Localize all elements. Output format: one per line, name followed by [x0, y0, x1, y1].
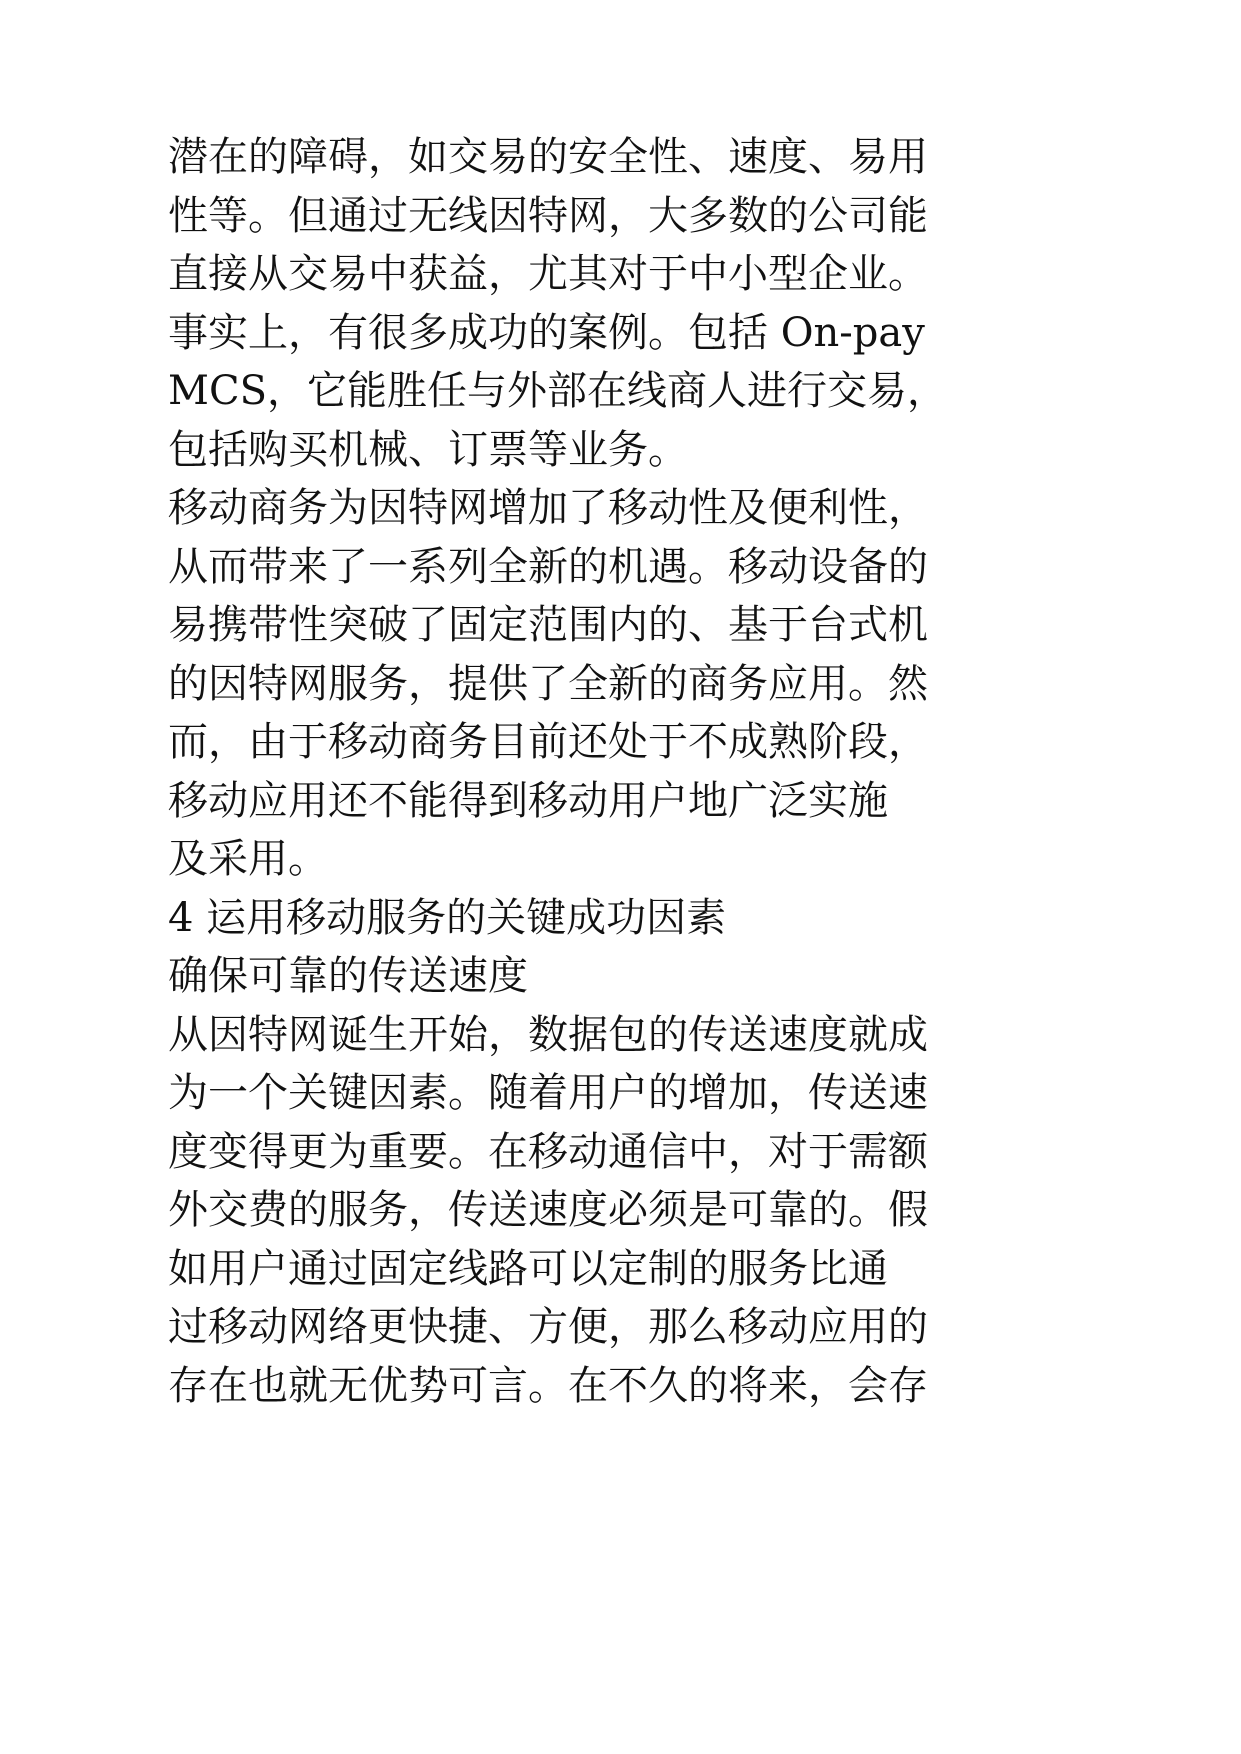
text-line: 如用户通过固定线路可以定制的服务比通	[168, 1245, 888, 1292]
text-line: 度变得更为重要。在移动通信中，对于需额	[168, 1128, 928, 1175]
text-line: 及采用。	[168, 836, 328, 882]
text-line: 为一个关键因素。随着用户的增加，传送速	[168, 1070, 928, 1116]
text-line: 移动应用还不能得到移动用户地广泛实施	[168, 777, 888, 824]
text-line: 从因特网诞生开始，数据包的传送速度就成	[168, 1011, 928, 1058]
text-line: 从而带来了一系列全新的机遇。移动设备的	[168, 543, 928, 590]
text-line: 易携带性突破了固定范围内的、基于台式机	[168, 602, 928, 648]
text-line: 移动商务为因特网增加了移动性及便利性，	[168, 485, 928, 531]
body-text	[168, 128, 1168, 1415]
text-line: 而，由于移动商务目前还处于不成熟阶段，	[168, 719, 928, 765]
subsection-heading: 确保可靠的传送速度	[168, 953, 528, 999]
section-heading: 4 运用移动服务的关键成功因素	[168, 894, 727, 941]
text-line: 的因特网服务，提供了全新的商务应用。然	[168, 660, 928, 707]
text-line: MCS，它能胜任与外部在线商人进行交易，	[168, 368, 947, 414]
text-line: 存在也就无优势可言。在不久的将来，会存	[168, 1362, 928, 1409]
text-line: 包括购买机械、订票等业务。	[168, 426, 688, 473]
text-line: 事实上，有很多成功的案例。包括 On-pay	[168, 309, 925, 356]
text-line: 潜在的障碍，如交易的安全性、速度、易用	[168, 134, 928, 180]
text-line: 外交费的服务，传送速度必须是可靠的。假	[168, 1187, 928, 1233]
text-line: 直接从交易中获益，尤其对于中小型企业。	[168, 251, 928, 297]
text-line: 性等。但通过无线因特网，大多数的公司能	[168, 192, 928, 239]
text-line: 过移动网络更快捷、方便，那么移动应用的	[168, 1304, 928, 1350]
